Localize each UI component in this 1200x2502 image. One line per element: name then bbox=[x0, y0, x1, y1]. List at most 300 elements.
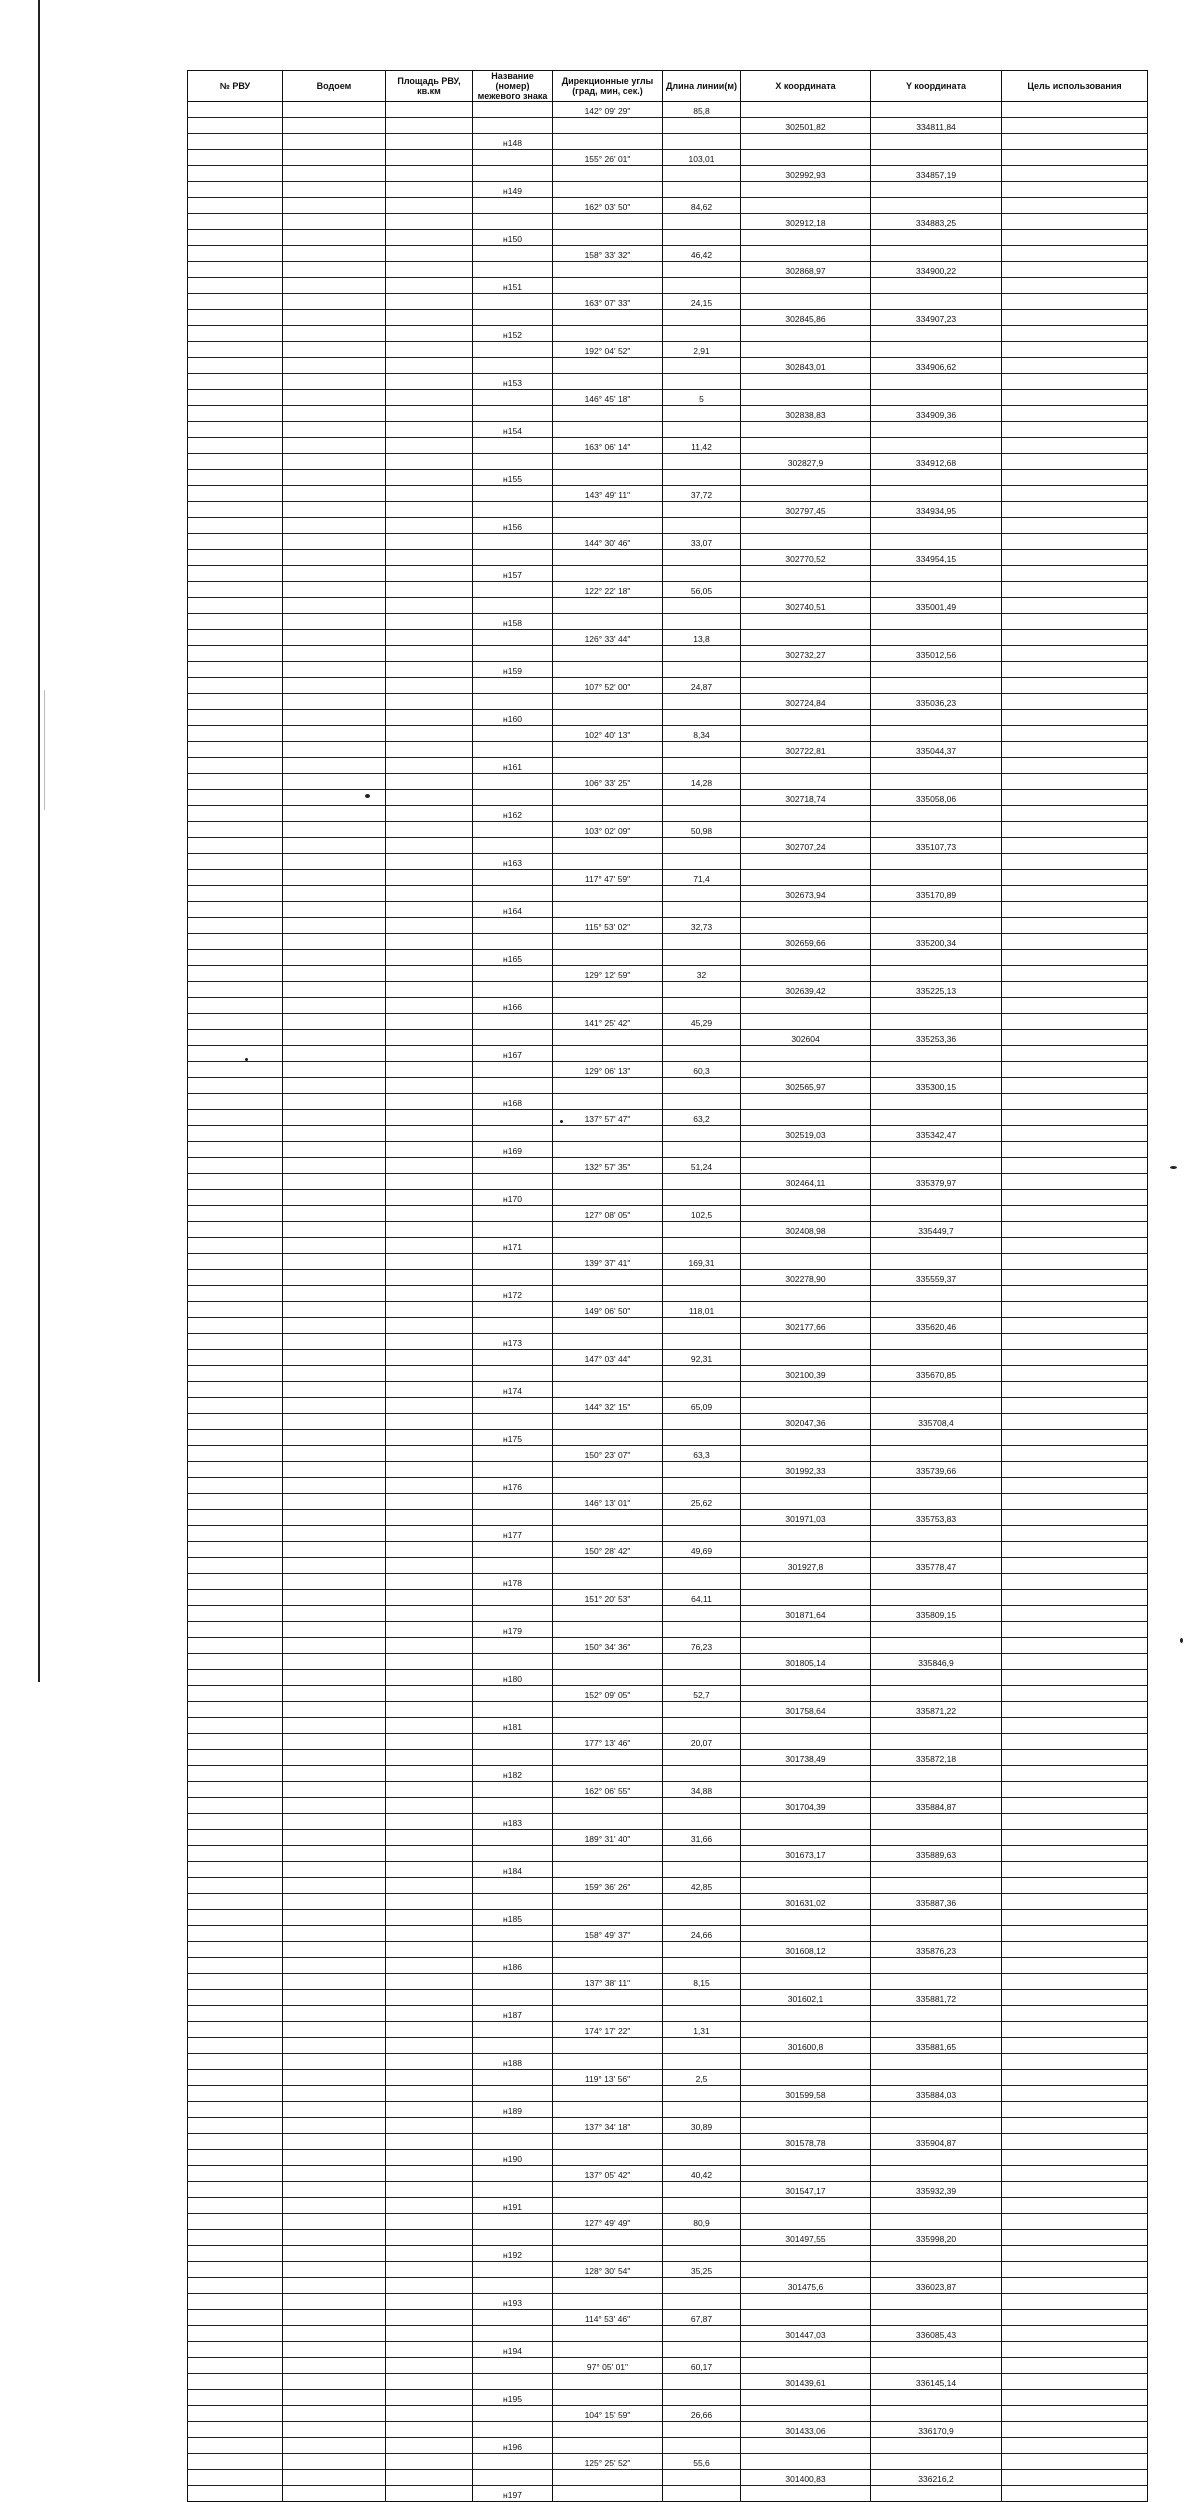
purpose-cell bbox=[1002, 326, 1148, 342]
rvu-area-cell bbox=[386, 2166, 473, 2182]
water-body-cell bbox=[283, 710, 386, 726]
water-body-cell bbox=[283, 982, 386, 998]
purpose-cell bbox=[1002, 1174, 1148, 1190]
table-header-row bbox=[188, 71, 1148, 102]
rvu-number-cell bbox=[188, 950, 283, 966]
line-length-cell bbox=[663, 1030, 741, 1046]
table-row bbox=[188, 2342, 1148, 2358]
rvu-number-cell bbox=[188, 1158, 283, 1174]
line-length-cell bbox=[663, 1366, 741, 1382]
rvu-area-cell bbox=[386, 1398, 473, 1414]
purpose-cell bbox=[1002, 102, 1148, 118]
boundary-mark-cell: н151 bbox=[473, 278, 553, 294]
direction-angle-cell: 126° 33' 44" bbox=[553, 630, 663, 646]
direction-angle-cell: 132° 57' 35" bbox=[553, 1158, 663, 1174]
rvu-number-cell bbox=[188, 1414, 283, 1430]
y-coordinate-cell bbox=[871, 2198, 1002, 2214]
y-coordinate-cell bbox=[871, 1590, 1002, 1606]
ink-speck bbox=[1170, 1166, 1177, 1169]
boundary-mark-cell: н190 bbox=[473, 2150, 553, 2166]
purpose-cell bbox=[1002, 550, 1148, 566]
y-coordinate-cell bbox=[871, 2214, 1002, 2230]
line-length-cell: 13,8 bbox=[663, 630, 741, 646]
y-coordinate-cell bbox=[871, 2246, 1002, 2262]
water-body-cell bbox=[283, 1286, 386, 1302]
y-coordinate-cell: 335044,37 bbox=[871, 742, 1002, 758]
table-row bbox=[188, 886, 1148, 902]
direction-angle-cell bbox=[553, 2246, 663, 2262]
water-body-cell bbox=[283, 102, 386, 118]
rvu-number-cell bbox=[188, 438, 283, 454]
direction-angle-cell bbox=[553, 886, 663, 902]
purpose-cell bbox=[1002, 614, 1148, 630]
water-body-cell bbox=[283, 230, 386, 246]
table-row bbox=[188, 1798, 1148, 1814]
direction-angle-cell bbox=[553, 1334, 663, 1350]
table-row bbox=[188, 1654, 1148, 1670]
table-row bbox=[188, 454, 1148, 470]
x-coordinate-cell: 302718,74 bbox=[741, 790, 871, 806]
water-body-cell bbox=[283, 1846, 386, 1862]
line-length-cell bbox=[663, 374, 741, 390]
boundary-mark-cell: н195 bbox=[473, 2390, 553, 2406]
water-body-cell bbox=[283, 1494, 386, 1510]
direction-angle-cell: 115° 53' 02" bbox=[553, 918, 663, 934]
y-coordinate-cell: 335379,97 bbox=[871, 1174, 1002, 1190]
rvu-area-cell bbox=[386, 310, 473, 326]
rvu-area-cell bbox=[386, 726, 473, 742]
rvu-area-cell bbox=[386, 326, 473, 342]
table-row bbox=[188, 1542, 1148, 1558]
rvu-area-cell bbox=[386, 246, 473, 262]
line-length-cell: 2,91 bbox=[663, 342, 741, 358]
boundary-mark-cell bbox=[473, 486, 553, 502]
water-body-cell bbox=[283, 1222, 386, 1238]
purpose-cell bbox=[1002, 806, 1148, 822]
x-coordinate-cell bbox=[741, 1686, 871, 1702]
y-coordinate-cell: 335559,37 bbox=[871, 1270, 1002, 1286]
rvu-area-cell bbox=[386, 1654, 473, 1670]
line-length-cell bbox=[663, 1606, 741, 1622]
y-coordinate-cell: 334811,84 bbox=[871, 118, 1002, 134]
direction-angle-cell: 137° 38' 11" bbox=[553, 1974, 663, 1990]
x-coordinate-cell bbox=[741, 2118, 871, 2134]
rvu-area-cell bbox=[386, 358, 473, 374]
rvu-area-cell bbox=[386, 1846, 473, 1862]
boundary-mark-cell: н171 bbox=[473, 1238, 553, 1254]
table-row bbox=[188, 1878, 1148, 1894]
table-row bbox=[188, 2054, 1148, 2070]
direction-angle-cell bbox=[553, 1654, 663, 1670]
direction-angle-cell bbox=[553, 2086, 663, 2102]
rvu-area-cell bbox=[386, 150, 473, 166]
x-coordinate-cell: 302843,01 bbox=[741, 358, 871, 374]
purpose-cell bbox=[1002, 390, 1148, 406]
rvu-number-cell bbox=[188, 1750, 283, 1766]
water-body-cell bbox=[283, 422, 386, 438]
y-coordinate-cell bbox=[871, 1382, 1002, 1398]
purpose-cell bbox=[1002, 1430, 1148, 1446]
boundary-mark-cell: н183 bbox=[473, 1814, 553, 1830]
boundary-mark-cell bbox=[473, 2470, 553, 2486]
purpose-cell bbox=[1002, 1894, 1148, 1910]
rvu-number-cell bbox=[188, 1462, 283, 1478]
rvu-area-cell bbox=[386, 2406, 473, 2422]
table-row bbox=[188, 358, 1148, 374]
y-coordinate-cell bbox=[871, 198, 1002, 214]
line-length-cell bbox=[663, 1462, 741, 1478]
line-length-cell bbox=[663, 1430, 741, 1446]
x-coordinate-cell bbox=[741, 1638, 871, 1654]
direction-angle-cell bbox=[553, 1814, 663, 1830]
rvu-number-cell bbox=[188, 1846, 283, 1862]
line-length-cell: 64,11 bbox=[663, 1590, 741, 1606]
water-body-cell bbox=[283, 1654, 386, 1670]
x-coordinate-cell bbox=[741, 2150, 871, 2166]
water-body-cell bbox=[283, 310, 386, 326]
water-body-cell bbox=[283, 118, 386, 134]
rvu-number-cell bbox=[188, 2438, 283, 2454]
purpose-cell bbox=[1002, 374, 1148, 390]
rvu-area-cell bbox=[386, 534, 473, 550]
boundary-mark-cell: н175 bbox=[473, 1430, 553, 1446]
table-row bbox=[188, 1926, 1148, 1942]
water-body-cell bbox=[283, 630, 386, 646]
line-length-cell: 32,73 bbox=[663, 918, 741, 934]
line-length-cell bbox=[663, 998, 741, 1014]
boundary-mark-cell bbox=[473, 2118, 553, 2134]
direction-angle-cell bbox=[553, 982, 663, 998]
direction-angle-cell bbox=[553, 358, 663, 374]
table-row bbox=[188, 1750, 1148, 1766]
table-row bbox=[188, 582, 1148, 598]
x-coordinate-cell: 301439,61 bbox=[741, 2374, 871, 2390]
y-coordinate-cell bbox=[871, 678, 1002, 694]
direction-angle-cell: 141° 25' 42" bbox=[553, 1014, 663, 1030]
direction-angle-cell: 162° 06' 55" bbox=[553, 1782, 663, 1798]
line-length-cell bbox=[663, 838, 741, 854]
purpose-cell bbox=[1002, 1510, 1148, 1526]
water-body-cell bbox=[283, 854, 386, 870]
rvu-number-cell bbox=[188, 966, 283, 982]
line-length-cell: 65,09 bbox=[663, 1398, 741, 1414]
boundary-mark-cell bbox=[473, 1942, 553, 1958]
y-coordinate-cell bbox=[871, 1814, 1002, 1830]
y-coordinate-cell: 335058,06 bbox=[871, 790, 1002, 806]
direction-angle-cell bbox=[553, 518, 663, 534]
y-coordinate-cell bbox=[871, 1878, 1002, 1894]
y-coordinate-cell bbox=[871, 2438, 1002, 2454]
water-body-cell bbox=[283, 1158, 386, 1174]
rvu-number-cell bbox=[188, 1814, 283, 1830]
line-length-cell: 49,69 bbox=[663, 1542, 741, 1558]
rvu-area-cell bbox=[386, 1814, 473, 1830]
boundary-mark-cell: н178 bbox=[473, 1574, 553, 1590]
direction-angle-cell bbox=[553, 406, 663, 422]
purpose-cell bbox=[1002, 1398, 1148, 1414]
x-coordinate-cell: 301758,64 bbox=[741, 1702, 871, 1718]
water-body-cell bbox=[283, 390, 386, 406]
water-body-cell bbox=[283, 2342, 386, 2358]
boundary-mark-cell: н169 bbox=[473, 1142, 553, 1158]
purpose-cell bbox=[1002, 214, 1148, 230]
y-coordinate-cell: 335449,7 bbox=[871, 1222, 1002, 1238]
rvu-number-cell bbox=[188, 2150, 283, 2166]
rvu-number-cell bbox=[188, 774, 283, 790]
purpose-cell bbox=[1002, 358, 1148, 374]
purpose-cell bbox=[1002, 310, 1148, 326]
purpose-cell bbox=[1002, 1926, 1148, 1942]
table-row bbox=[188, 2422, 1148, 2438]
water-body-cell bbox=[283, 166, 386, 182]
rvu-area-cell bbox=[386, 390, 473, 406]
boundary-mark-cell bbox=[473, 1926, 553, 1942]
purpose-cell bbox=[1002, 422, 1148, 438]
purpose-cell bbox=[1002, 1590, 1148, 1606]
y-coordinate-cell bbox=[871, 566, 1002, 582]
boundary-mark-cell bbox=[473, 1254, 553, 1270]
y-coordinate-cell: 335887,36 bbox=[871, 1894, 1002, 1910]
x-coordinate-cell bbox=[741, 582, 871, 598]
table-row bbox=[188, 502, 1148, 518]
water-body-cell bbox=[283, 774, 386, 790]
direction-angle-cell: 146° 45' 18" bbox=[553, 390, 663, 406]
y-coordinate-cell bbox=[871, 422, 1002, 438]
rvu-area-cell bbox=[386, 438, 473, 454]
table-row bbox=[188, 518, 1148, 534]
direction-angle-cell bbox=[553, 1222, 663, 1238]
line-length-cell bbox=[663, 1190, 741, 1206]
rvu-number-cell bbox=[188, 486, 283, 502]
boundary-mark-cell: н154 bbox=[473, 422, 553, 438]
rvu-area-cell bbox=[386, 998, 473, 1014]
purpose-cell bbox=[1002, 1478, 1148, 1494]
purpose-cell bbox=[1002, 262, 1148, 278]
rvu-number-cell bbox=[188, 2070, 283, 2086]
table-row bbox=[188, 422, 1148, 438]
purpose-cell bbox=[1002, 2070, 1148, 2086]
rvu-area-cell bbox=[386, 1718, 473, 1734]
rvu-area-cell bbox=[386, 2006, 473, 2022]
x-coordinate-cell bbox=[741, 1958, 871, 1974]
purpose-cell bbox=[1002, 934, 1148, 950]
purpose-cell bbox=[1002, 230, 1148, 246]
rvu-number-cell bbox=[188, 582, 283, 598]
boundary-mark-cell: н180 bbox=[473, 1670, 553, 1686]
water-body-cell bbox=[283, 2182, 386, 2198]
rvu-area-cell bbox=[386, 1446, 473, 1462]
direction-angle-cell bbox=[553, 1942, 663, 1958]
x-coordinate-cell: 301631,02 bbox=[741, 1894, 871, 1910]
line-length-cell bbox=[663, 2038, 741, 2054]
table-row bbox=[188, 2230, 1148, 2246]
rvu-area-cell bbox=[386, 1350, 473, 1366]
line-length-cell: 8,15 bbox=[663, 1974, 741, 1990]
line-length-cell: 55,6 bbox=[663, 2454, 741, 2470]
rvu-number-cell bbox=[188, 358, 283, 374]
water-body-cell bbox=[283, 1526, 386, 1542]
boundary-mark-cell bbox=[473, 1558, 553, 1574]
purpose-cell bbox=[1002, 2374, 1148, 2390]
water-body-cell bbox=[283, 326, 386, 342]
water-body-cell bbox=[283, 2278, 386, 2294]
rvu-area-cell bbox=[386, 870, 473, 886]
line-length-cell: 20,07 bbox=[663, 1734, 741, 1750]
boundary-mark-cell bbox=[473, 918, 553, 934]
direction-angle-cell: 192° 04' 52" bbox=[553, 342, 663, 358]
water-body-cell bbox=[283, 918, 386, 934]
rvu-area-cell bbox=[386, 214, 473, 230]
water-body-cell bbox=[283, 2390, 386, 2406]
boundary-mark-cell bbox=[473, 1318, 553, 1334]
water-body-cell bbox=[283, 758, 386, 774]
direction-angle-cell: 143° 49' 11" bbox=[553, 486, 663, 502]
direction-angle-cell: 129° 12' 59" bbox=[553, 966, 663, 982]
y-coordinate-cell bbox=[871, 2054, 1002, 2070]
boundary-mark-cell: н167 bbox=[473, 1046, 553, 1062]
purpose-cell bbox=[1002, 902, 1148, 918]
purpose-cell bbox=[1002, 1622, 1148, 1638]
purpose-cell bbox=[1002, 2406, 1148, 2422]
water-body-cell bbox=[283, 1062, 386, 1078]
direction-angle-cell bbox=[553, 1958, 663, 1974]
line-length-cell: 35,25 bbox=[663, 2262, 741, 2278]
boundary-mark-cell: н149 bbox=[473, 182, 553, 198]
y-coordinate-cell bbox=[871, 326, 1002, 342]
line-length-cell bbox=[663, 278, 741, 294]
direction-angle-cell bbox=[553, 1622, 663, 1638]
line-length-cell bbox=[663, 326, 741, 342]
direction-angle-cell bbox=[553, 1574, 663, 1590]
water-body-cell bbox=[283, 1894, 386, 1910]
line-length-cell bbox=[663, 1078, 741, 1094]
x-coordinate-cell: 301400,83 bbox=[741, 2470, 871, 2486]
purpose-cell bbox=[1002, 2390, 1148, 2406]
line-length-cell bbox=[663, 2086, 741, 2102]
direction-angle-cell: 119° 13' 56" bbox=[553, 2070, 663, 2086]
direction-angle-cell bbox=[553, 2102, 663, 2118]
boundary-mark-cell bbox=[473, 262, 553, 278]
rvu-number-cell bbox=[188, 758, 283, 774]
y-coordinate-cell bbox=[871, 294, 1002, 310]
boundary-mark-cell bbox=[473, 1462, 553, 1478]
rvu-area-cell bbox=[386, 134, 473, 150]
rvu-number-cell bbox=[188, 534, 283, 550]
y-coordinate-cell: 335036,23 bbox=[871, 694, 1002, 710]
rvu-area-cell bbox=[386, 2022, 473, 2038]
rvu-area-cell bbox=[386, 1046, 473, 1062]
x-coordinate-cell bbox=[741, 1286, 871, 1302]
y-coordinate-cell bbox=[871, 2390, 1002, 2406]
y-coordinate-cell bbox=[871, 1910, 1002, 1926]
line-length-cell bbox=[663, 1622, 741, 1638]
y-coordinate-cell bbox=[871, 582, 1002, 598]
y-coordinate-cell bbox=[871, 230, 1002, 246]
direction-angle-cell bbox=[553, 566, 663, 582]
water-body-cell bbox=[283, 1590, 386, 1606]
rvu-number-cell bbox=[188, 182, 283, 198]
water-body-cell bbox=[283, 886, 386, 902]
x-coordinate-cell bbox=[741, 294, 871, 310]
x-coordinate-cell: 302740,51 bbox=[741, 598, 871, 614]
table-row bbox=[188, 1494, 1148, 1510]
direction-angle-cell bbox=[553, 310, 663, 326]
water-body-cell bbox=[283, 1254, 386, 1270]
x-coordinate-cell bbox=[741, 1766, 871, 1782]
y-coordinate-cell bbox=[871, 518, 1002, 534]
direction-angle-cell bbox=[553, 118, 663, 134]
purpose-cell bbox=[1002, 2038, 1148, 2054]
table-row bbox=[188, 630, 1148, 646]
coordinates-table bbox=[187, 70, 1148, 2502]
rvu-area-cell bbox=[386, 694, 473, 710]
x-coordinate-cell: 302992,93 bbox=[741, 166, 871, 182]
direction-angle-cell: 177° 13' 46" bbox=[553, 1734, 663, 1750]
boundary-mark-cell: н155 bbox=[473, 470, 553, 486]
line-length-cell bbox=[663, 358, 741, 374]
x-coordinate-cell bbox=[741, 1830, 871, 1846]
rvu-number-cell bbox=[188, 838, 283, 854]
water-body-cell bbox=[283, 278, 386, 294]
boundary-mark-cell bbox=[473, 1846, 553, 1862]
purpose-cell bbox=[1002, 726, 1148, 742]
direction-angle-cell bbox=[553, 1190, 663, 1206]
table-row bbox=[188, 342, 1148, 358]
boundary-mark-cell: н153 bbox=[473, 374, 553, 390]
purpose-cell bbox=[1002, 1814, 1148, 1830]
table-row bbox=[188, 1862, 1148, 1878]
x-coordinate-cell bbox=[741, 1254, 871, 1270]
line-length-cell: 85,8 bbox=[663, 102, 741, 118]
table-row bbox=[188, 902, 1148, 918]
y-coordinate-cell bbox=[871, 1334, 1002, 1350]
y-coordinate-cell bbox=[871, 1238, 1002, 1254]
rvu-number-cell bbox=[188, 694, 283, 710]
direction-angle-cell: 150° 23' 07" bbox=[553, 1446, 663, 1462]
x-coordinate-cell bbox=[741, 1910, 871, 1926]
rvu-area-cell bbox=[386, 678, 473, 694]
direction-angle-cell: 122° 22' 18" bbox=[553, 582, 663, 598]
x-coordinate-cell bbox=[741, 486, 871, 502]
rvu-number-cell bbox=[188, 1702, 283, 1718]
line-length-cell: 30,89 bbox=[663, 2118, 741, 2134]
y-coordinate-cell bbox=[871, 134, 1002, 150]
line-length-cell bbox=[663, 758, 741, 774]
table-row bbox=[188, 2102, 1148, 2118]
y-coordinate-cell: 335300,15 bbox=[871, 1078, 1002, 1094]
y-coordinate-cell bbox=[871, 2342, 1002, 2358]
y-coordinate-cell bbox=[871, 1158, 1002, 1174]
x-coordinate-cell bbox=[741, 518, 871, 534]
line-length-cell bbox=[663, 694, 741, 710]
rvu-number-cell bbox=[188, 1126, 283, 1142]
x-coordinate-cell bbox=[741, 630, 871, 646]
table-row bbox=[188, 470, 1148, 486]
table-row bbox=[188, 150, 1148, 166]
water-body-cell bbox=[283, 726, 386, 742]
purpose-cell bbox=[1002, 678, 1148, 694]
direction-angle-cell: 97° 05' 01" bbox=[553, 2358, 663, 2374]
purpose-cell bbox=[1002, 1830, 1148, 1846]
table-row bbox=[188, 2246, 1148, 2262]
water-body-cell bbox=[283, 1334, 386, 1350]
rvu-area-cell bbox=[386, 1414, 473, 1430]
purpose-cell bbox=[1002, 1190, 1148, 1206]
rvu-number-cell bbox=[188, 2246, 283, 2262]
page-scan-mark bbox=[44, 690, 45, 810]
water-body-cell bbox=[283, 1718, 386, 1734]
x-coordinate-cell bbox=[741, 566, 871, 582]
